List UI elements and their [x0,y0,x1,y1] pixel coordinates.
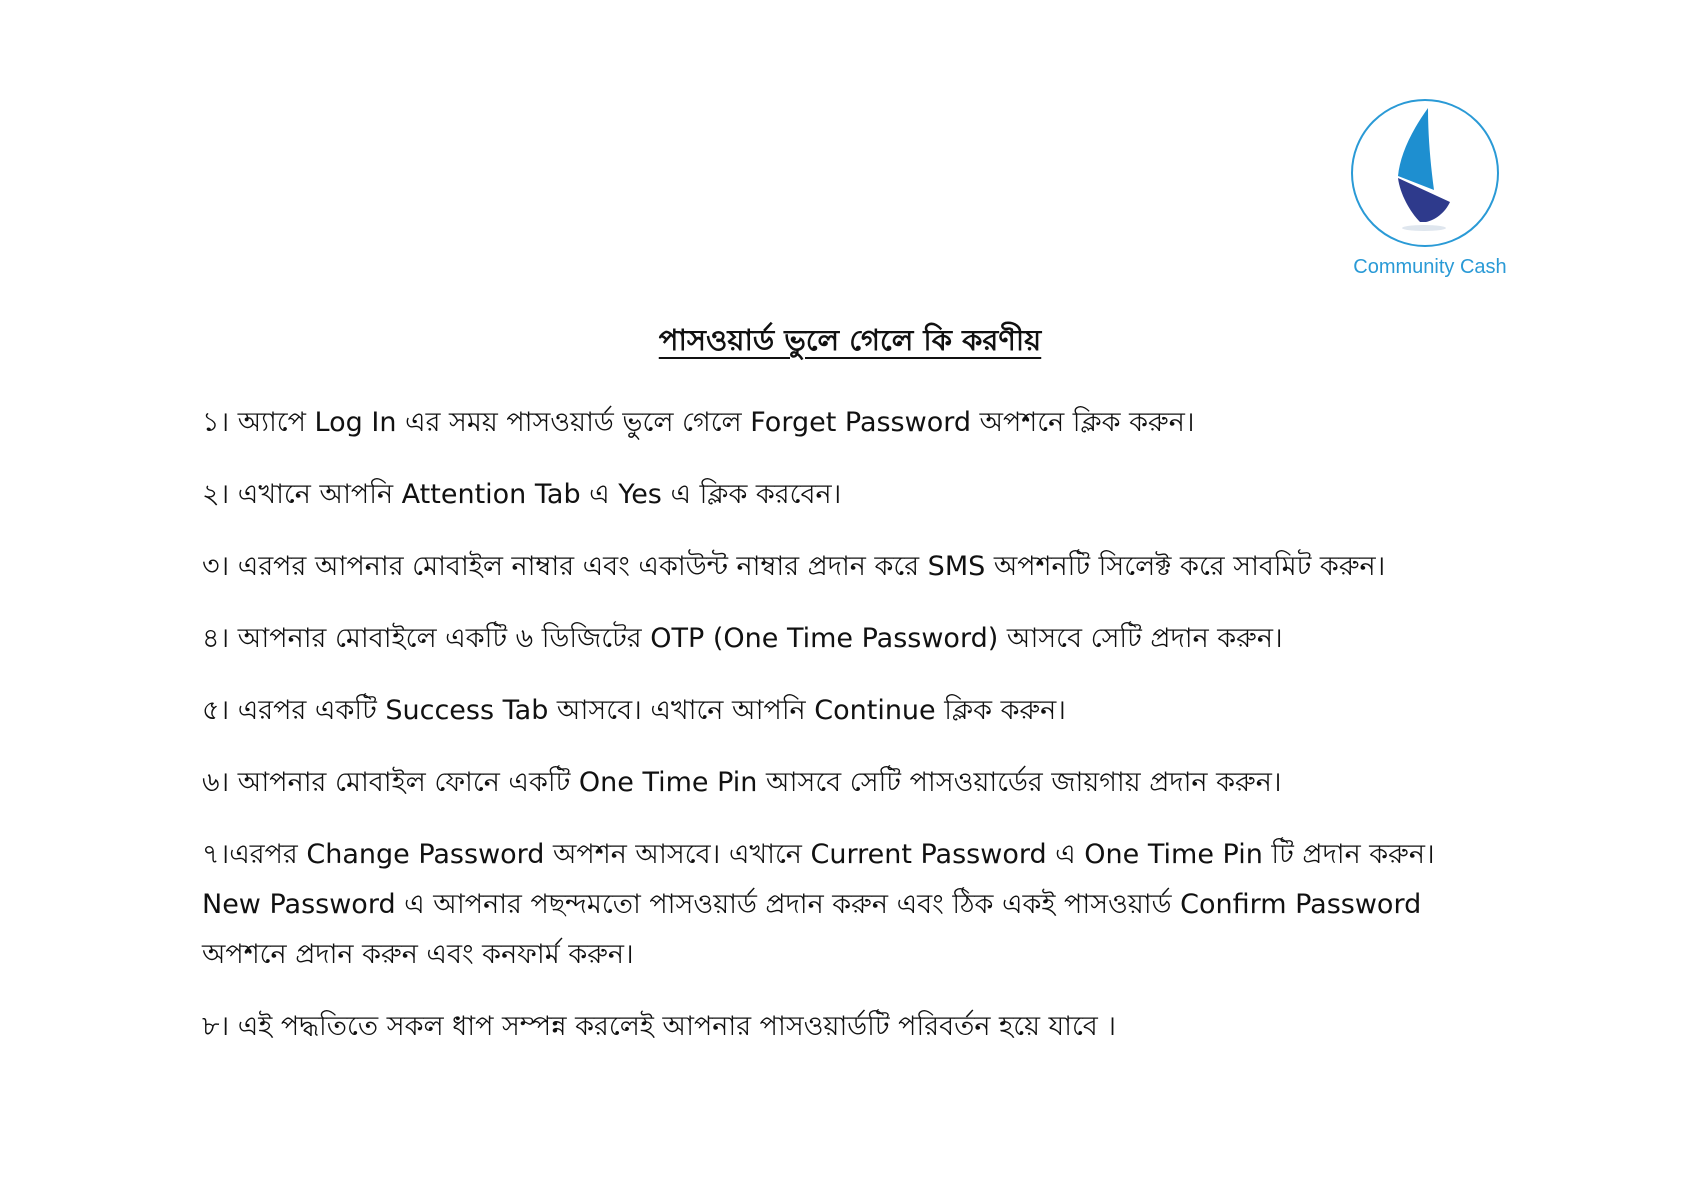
step-7: ৭।এরপর Change Password অপশন আসবে। এখানে Current Password এ One Time Pin টি প্রদান করুন। New Password এ আপনার পছন্দমতো পাসওয়ার্ড প্রদান করুন এবং ঠিক একই পাসওয়ার্ড Confirm Password অপশনে প্রদান করুন এবং কনফার্ম করুন। [202,839,1435,970]
community-cash-logo [1340,98,1530,288]
step-8: ৮। এই পদ্ধতিতে সকল ধাপ সম্পন্ন করলেই আপনার পাসওয়ার্ডটি পরিবর্তন হয়ে যাবে । [202,1011,1117,1042]
page-title-text: পাসওয়ার্ড ভুলে গেলে কি করণীয় [658,323,1042,357]
step-1: ১। অ্যাপে Log In এর সময় পাসওয়ার্ড ভুলে গেলে Forget Password অপশনে ক্লিক করুন। [202,407,1195,438]
step-5: ৫। এরপর একটি Success Tab আসবে। এখানে আপনি Continue ক্লিক করুন। [202,695,1066,726]
steps-list [202,398,1502,1074]
step-2: ২। এখানে আপনি Attention Tab এ Yes এ ক্লিক করবেন। [202,479,842,510]
page-title [0,318,1700,367]
sailboat-icon [1350,98,1500,248]
logo-text: Community Cash [1353,256,1507,278]
step-6: ৬। আপনার মোবাইল ফোনে একটি One Time Pin আসবে সেটি পাসওয়ার্ডের জায়গায় প্রদান করুন। [202,767,1282,798]
step-3: ৩। এরপর আপনার মোবাইল নাম্বার এবং একাউন্ট নাম্বার প্রদান করে SMS অপশনটি সিলেক্ট করে সাবমিট করুন। [202,551,1386,582]
step-4: ৪। আপনার মোবাইলে একটি ৬ ডিজিটের OTP (One Time Password) আসবে সেটি প্রদান করুন। [202,623,1283,654]
